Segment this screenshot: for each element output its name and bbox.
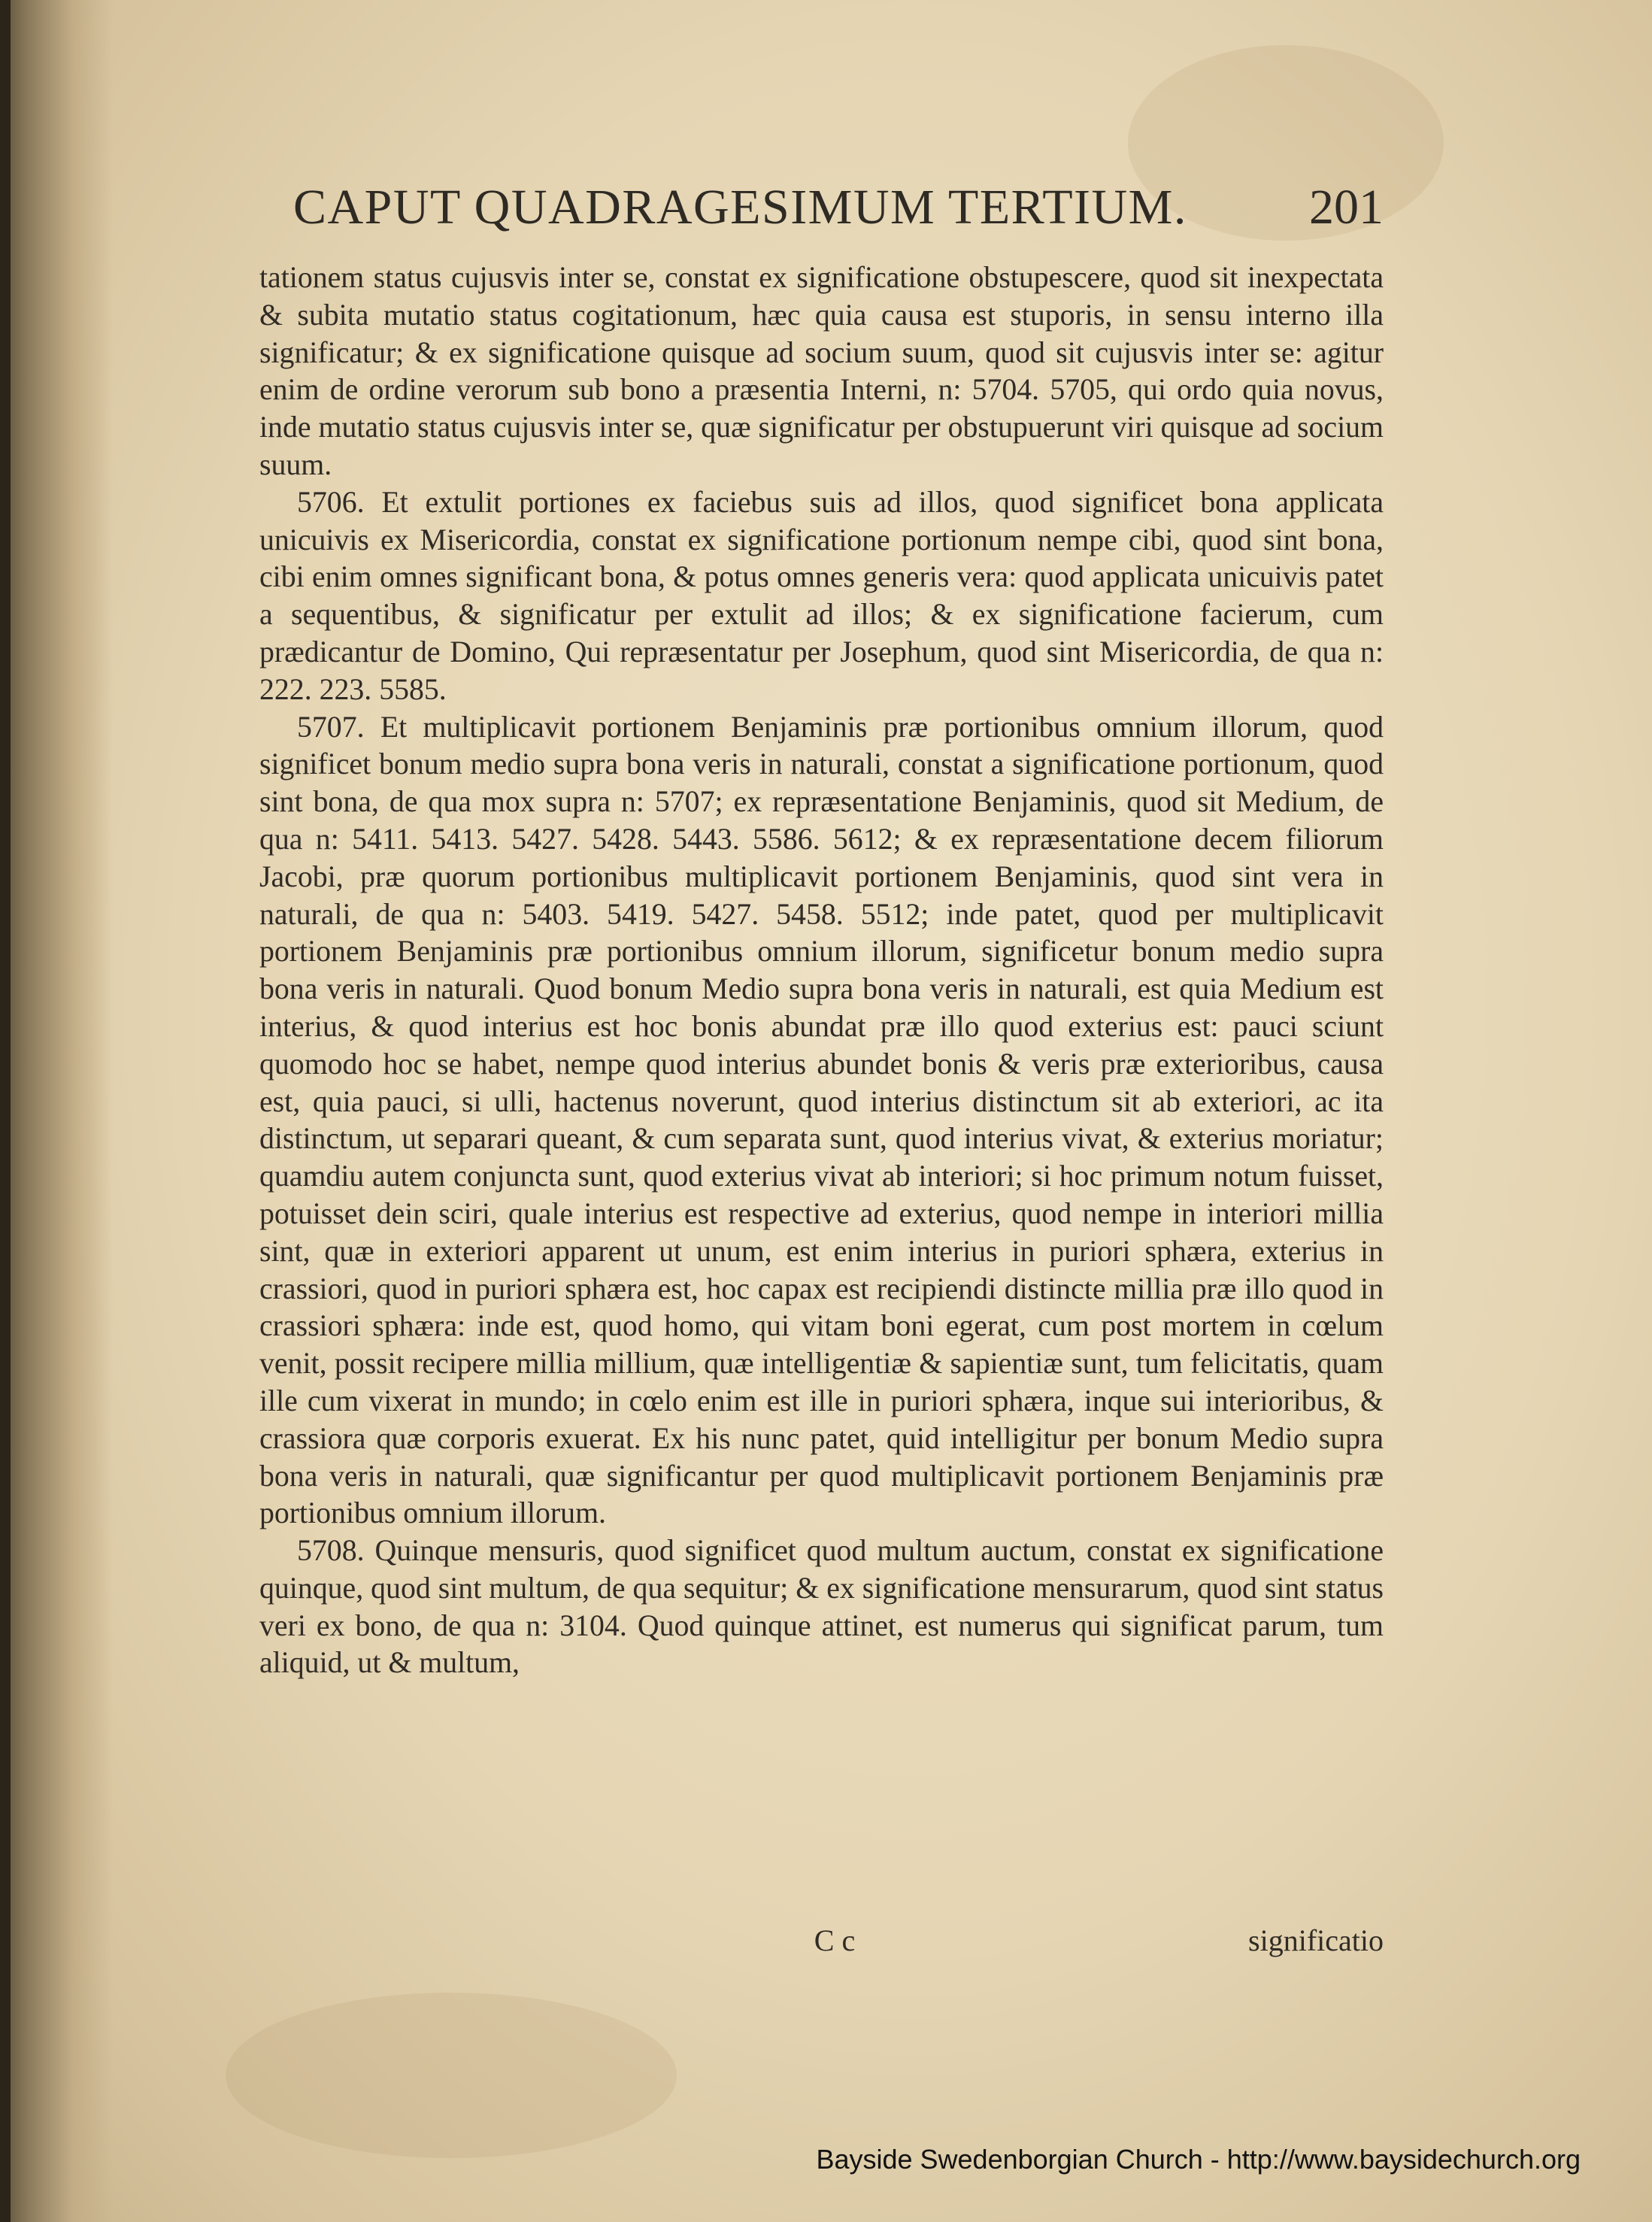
watermark-text: Bayside Swedenborgian Church - http://www.baysidechurch.org — [816, 2144, 1581, 2175]
body-text — [259, 259, 1384, 1682]
paragraph-continuation: tationem status cujusvis inter se, constat ex significatione obstupescere, quod sit inexpectata & subita mutatio status cogitationum, hæc quia causa est stuporis, in sensu interno illa significatur; & ex significatione quisque ad socium suum, quod sit cujusvis inter se: agitur enim de ordine verorum sub bono a præsentia Interni, n: 5704. 5705, qui ordo quia novus, inde mutatio status cujusvis inter se, quæ significatur per obstupuerunt viri quisque ad socium suum. — [259, 261, 1384, 481]
paragraph-5708: 5708. Quinque mensuris, quod significet quod multum auctum, constat ex significatione quinque, quod sint multum, de qua sequitur; & ex significatione mensurarum, quod sint status veri ex bono, de qua n: 3104. Quod quinque attinet, est numerus qui significat parum, tum aliquid, ut & multum, — [259, 1534, 1384, 1680]
paper-stain — [226, 1993, 677, 2158]
paragraph-5706: 5706. Et extulit portiones ex faciebus suis ad illos, quod significet bona applicata unicuivis ex Misericordia, constat ex significatione portionum nempe cibi, quod sint bona, cibi enim omnes significant bona, & potus omnes generis vera: quod applicata unicuivis patet a sequentibus, & significatur per extulit ad illos; & ex significatione facierum, cum prædicantur de Domino, Qui repræsentatur per Josephum, quod sint Misericordia, de qua n: 222. 223. 5585. — [259, 485, 1384, 706]
catchword: significatio — [1248, 1923, 1384, 1957]
paragraph-5707: 5707. Et multiplicavit portionem Benjaminis præ portionibus omnium illorum, quod significet bonum medio supra bona veris in naturali, constat a significatione portionum, quod sint bona, de qua mox supra n: 5707; ex repræsentatione Benjaminis, quod sit Medium, de qua n: 5411. 5413. 5427. 5428. 5443. 5586. 5612; & ex repræsentatione decem filiorum Jacobi, præ quorum portionibus multiplicavit portionem Benjaminis, quod sint vera in naturali, de qua n: 5403. 5419. 5427. 5458. 5512; inde patet, quod per multiplicavit portionem Benjaminis præ portionibus omnium illorum, significetur bonum medio supra bona veris in naturali. Quod bonum Medio supra bona veris in naturali, est quia Medium est interius, & quod interius est hoc bonis abundat præ illo quod exterius est: pauci sciunt quomodo hoc se habet, nempe quod interius abundet bonis & veris præ exterioribus, causa est, quia pauci, si ulli, hactenus noverunt, quod interius distinctum sit ab exteriori, ac ita distinctum, ut separari queant, & cum separata sunt, quod interius vivat, & exterius moriatur; quamdiu autem conjuncta sunt, quod exterius vivat ab interiori; si hoc primum notum fuisset, potuisset dein sciri, quale interius est respective ad exterius, quod nempe in interiori millia sint, quæ in exteriori apparent ut unum, est enim interius in puriori sphæra, exterius in crassiori, quod in puriori sphæra est, hoc capax est recipiendi distincte millia præ illo quod in crassiori sphæra: inde est, quod homo, qui vitam boni egerat, cum post mortem in cœlum venit, possit recipere millia millium, quæ intelligentiæ & sapientiæ sunt, tum felicitatis, quam ille cum vixerat in mundo; in cœlo enim est ille in puriori sphæra, inque sui interioribus, & crassiora quæ corporis exuerat. Ex his nunc patet, quid intelligitur per bonum Medio supra bona veris in naturali, quæ significantur per quod multiplicavit portionem Benjaminis præ portionibus omnium illorum. — [259, 710, 1384, 1530]
running-head-title: CAPUT QUADRAGESIMUM TERTIUM. — [293, 180, 1187, 235]
binding-shadow — [0, 0, 113, 2222]
page-edge — [0, 0, 11, 2222]
signature-mark: C c — [814, 1923, 856, 1957]
page-footer-marks — [259, 1923, 1384, 1968]
page-number: 201 — [1309, 180, 1384, 235]
running-head — [293, 179, 1384, 236]
